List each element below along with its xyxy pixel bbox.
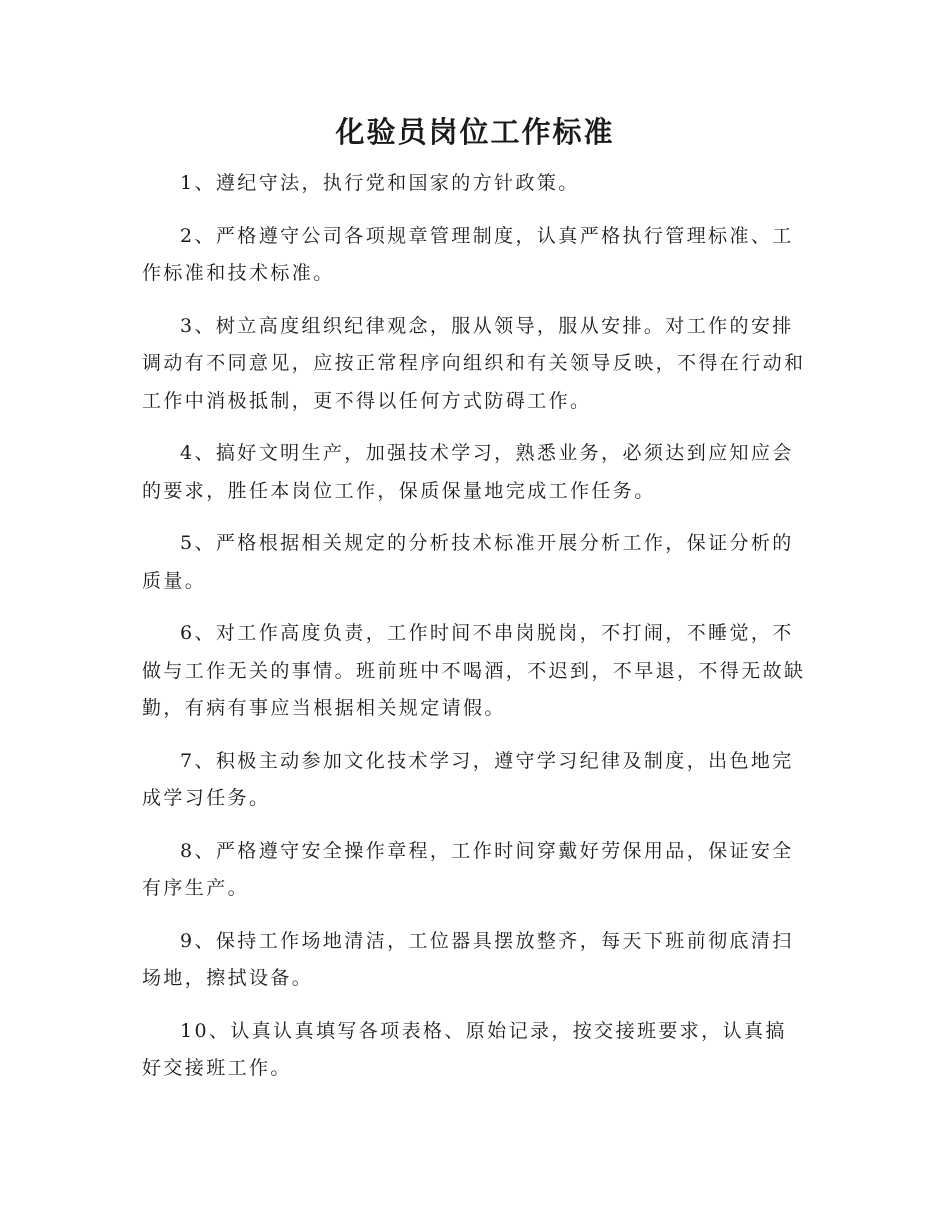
paragraph-4: 4、搞好文明生产，加强技术学习，熟悉业务，必须达到应知应会的要求，胜任本岗位工作，保质保量地完成工作任务。 [142,442,794,502]
paragraph-6: 6、对工作高度负责，工作时间不串岗脱岗，不打闹，不睡觉，不做与工作无关的事情。班前班中不喝酒，不迟到，不早退，不得无故缺勤，有病有事应当根据相关规定请假。 [142,622,806,719]
document-title: 化验员岗位工作标准 [335,115,615,149]
document-body [142,165,806,1103]
paragraph-7: 7、积极主动参加文化技术学习，遵守学习纪律及制度，出色地完成学习任务。 [142,749,794,809]
paragraph-8: 8、严格遵守安全操作章程，工作时间穿戴好劳保用品，保证安全有序生产。 [142,839,794,899]
paragraph-2: 2、严格遵守公司各项规章管理制度，认真严格执行管理标准、工作标准和技术标准。 [142,224,794,284]
paragraph-5: 5、严格根据相关规定的分析技术标准开展分析工作，保证分析的质量。 [142,532,794,592]
paragraph-3: 3、树立高度组织纪律观念，服从领导，服从安排。对工作的安排调动有不同意见，应按正常程序向组织和有关领导反映，不得在行动和工作中消极抵制，更不得以任何方式防碍工作。 [142,314,806,412]
paragraph-10: 10、认真认真填写各项表格、原始记录，按交接班要求，认真搞好交接班工作。 [142,1019,787,1079]
paragraph-9: 9、保持工作场地清洁，工位器具摆放整齐，每天下班前彻底清扫场地，擦拭设备。 [142,929,794,989]
paragraph-1: 1、遵纪守法，执行党和国家的方针政策。 [180,172,580,194]
